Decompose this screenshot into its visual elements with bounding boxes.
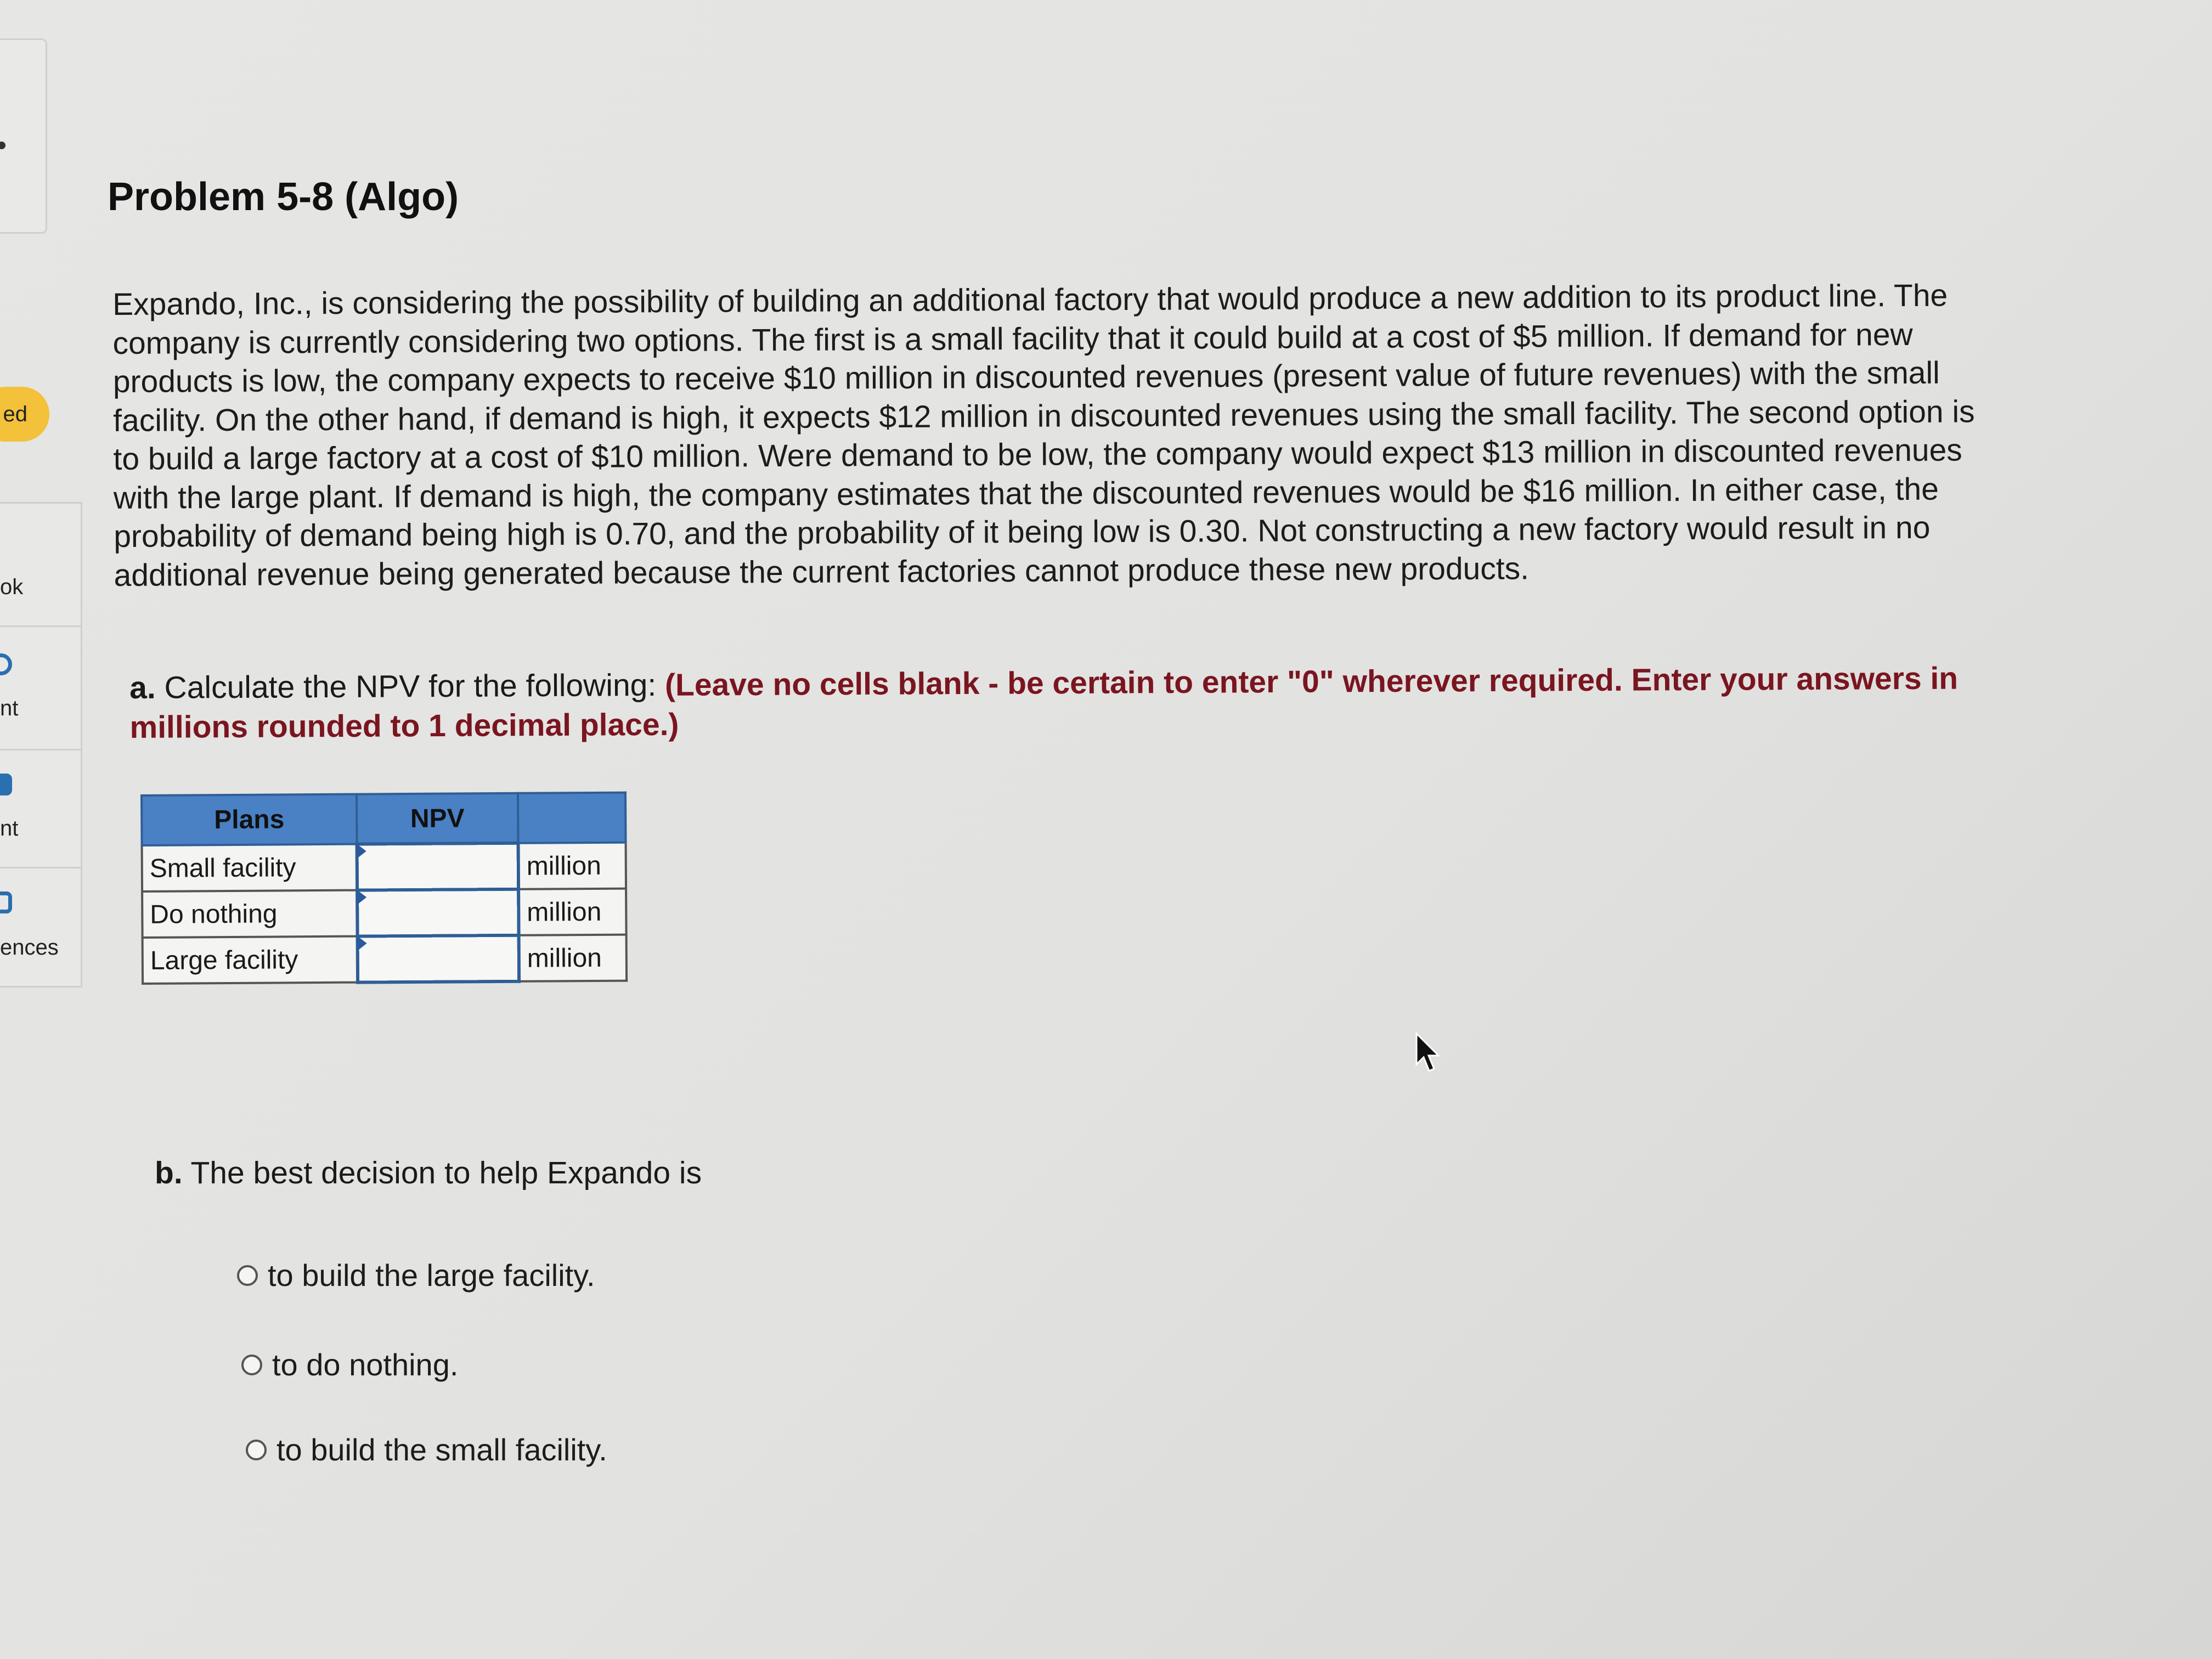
sidebar-top-panel — [0, 38, 47, 234]
table-row — [142, 843, 626, 891]
table-row — [143, 935, 627, 984]
sidebar-item-print[interactable] — [0, 749, 82, 867]
sidebar-status-badge[interactable]: ed — [0, 387, 49, 442]
part-b-question: The best decision to help Expando is — [190, 1155, 702, 1190]
unit-cell: million — [518, 843, 627, 889]
sidebar-item-label: nt — [0, 816, 19, 840]
part-b-label: b. — [155, 1155, 183, 1190]
npv-cell[interactable] — [357, 843, 519, 890]
npv-input-do-nothing[interactable] — [359, 893, 517, 933]
part-a-instruction: (Leave no cells blank - be certain to enter "0" wherever required. Enter your answers in millions rounded to 1 decimal place.) — [129, 661, 1959, 745]
npv-table — [140, 792, 628, 985]
mouse-pointer-icon — [1414, 1031, 1442, 1075]
problem-statement: Expando, Inc., is considering the possibility of building an additional factory that would produce a new addition to its product line. The company is currently considering two options. The first is a small facility that it could build at a cost of $5 million. If demand for new products is low, the company expects to receive $10 million in discounted revenues (present value of future revenues) with the small facility. On the other hand, if demand is high, it expects $12 million in discounted revenues using the small facility. The second option is to build a large factory at a cost of $10 million. Were demand to be low, the company would expect $13 million in discounted revenues with the large plant. If demand is high, the company estimates that the discounted revenues would be $16 million. In either case, the probability of demand being high is 0.70, and the probability of it being low is 0.30. Not constructing a new factory would result in no additional revenue being generated because the current factories cannot produce these new products. — [112, 278, 1975, 593]
table-header-row — [142, 793, 626, 845]
option-label: to do nothing. — [272, 1347, 459, 1382]
column-header-unit — [518, 793, 626, 843]
sidebar-item-hint[interactable] — [0, 625, 82, 749]
npv-input-large-facility[interactable] — [359, 939, 517, 979]
npv-input-small-facility[interactable] — [359, 847, 517, 887]
left-sidebar — [0, 0, 88, 988]
option-label: to build the small facility. — [276, 1432, 607, 1467]
option-label: to build the large facility. — [268, 1258, 595, 1293]
plan-cell: Do nothing — [142, 890, 358, 938]
sidebar-item-label: nt — [0, 696, 19, 720]
unit-cell: million — [519, 935, 627, 981]
sidebar-item-references[interactable] — [0, 867, 82, 988]
part-a-label: a. — [129, 670, 156, 706]
print-icon — [0, 774, 12, 795]
radio-button[interactable] — [237, 1265, 258, 1286]
page-title: Problem 5-8 (Algo) — [108, 175, 459, 219]
plan-cell: Large facility — [143, 936, 358, 984]
option-large-facility[interactable] — [237, 1257, 595, 1293]
option-do-nothing[interactable] — [241, 1347, 458, 1383]
npv-cell[interactable] — [357, 889, 519, 936]
sidebar-item-book[interactable] — [0, 502, 82, 625]
cell-marker-icon — [357, 889, 366, 905]
option-small-facility[interactable] — [246, 1432, 607, 1468]
column-header-plans: Plans — [142, 794, 357, 845]
plan-cell: Small facility — [142, 844, 358, 891]
hint-icon — [0, 653, 12, 675]
unit-cell: million — [518, 889, 627, 935]
sidebar-item-label: ok — [0, 575, 24, 599]
references-icon — [0, 891, 12, 913]
npv-cell[interactable] — [358, 935, 520, 983]
table-row — [142, 889, 626, 938]
part-b-prompt — [155, 1155, 702, 1191]
cell-marker-icon — [357, 935, 367, 951]
radio-button[interactable] — [241, 1355, 262, 1375]
column-header-npv: NPV — [357, 793, 518, 844]
cell-marker-icon — [357, 843, 366, 859]
sidebar-item-label: ences — [0, 935, 59, 960]
radio-button[interactable] — [246, 1440, 267, 1460]
part-a-question: Calculate the NPV for the following: — [164, 667, 657, 706]
part-a-prompt — [129, 658, 2006, 747]
